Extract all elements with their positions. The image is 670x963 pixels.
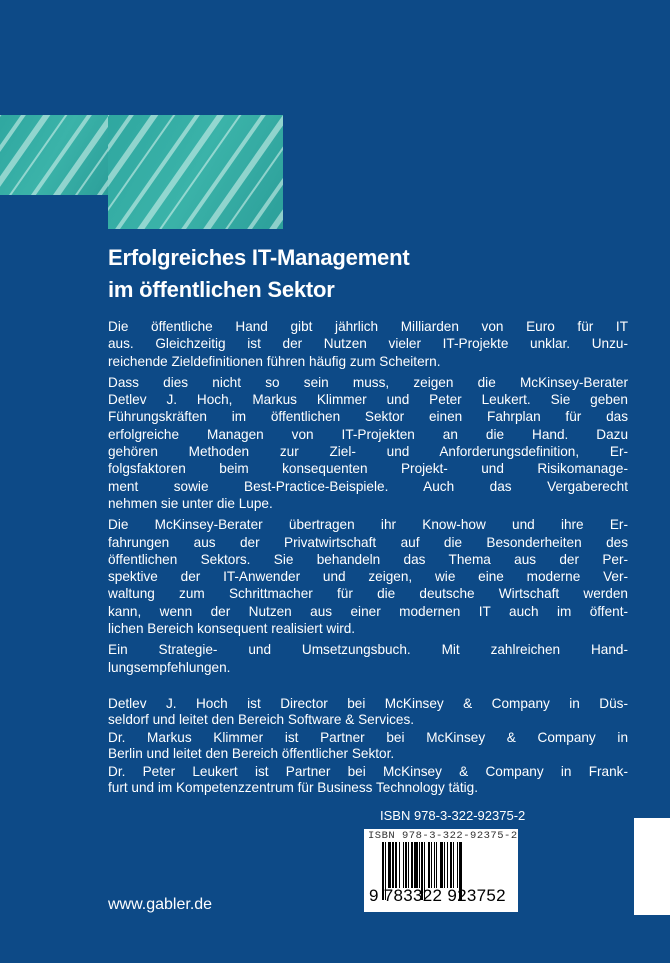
author-bio — [108, 730, 628, 763]
paragraph — [108, 374, 628, 512]
text-line: nehmen sie unter die Lupe. — [108, 495, 273, 511]
text-line: Führungskräften im öffentlichen Sektor einen Fahrplan für das — [108, 409, 628, 425]
text-line: furt und im Kompetenzzentrum für Business Technology tätig. — [108, 780, 478, 796]
text-line: seldorf und leitet den Bereich Software & Services. — [108, 712, 415, 728]
text-line: Dr. Markus Klimmer ist Partner bei McKinsey & Company in — [108, 729, 628, 745]
text-line: ment sowie Best-Practice-Beispiele. Auch das Vergaberecht — [108, 478, 628, 494]
text-line: reichende Zieldefinitionen führen häufig zum Scheitern. — [108, 353, 441, 369]
text-line: Die öffentliche Hand gibt jährlich Milliarden von Euro für IT — [108, 319, 628, 334]
text-line: folgsfaktoren beim konsequenten Projekt- und Risikomanage- — [108, 461, 628, 477]
white-tab — [634, 818, 670, 915]
text-line: lungsempfehlungen. — [108, 659, 231, 675]
publisher-url[interactable]: www.gabler.de — [108, 896, 213, 913]
text-line: Ein Strategie- und Umsetzungsbuch. Mit zahlreichen Hand- — [108, 642, 628, 658]
barcode — [364, 829, 518, 912]
barcode-isbn: ISBN 978-3-322-92375-2 — [368, 830, 518, 842]
text-line: kann, wenn der Nutzen aus einer modernen IT auch im öffent- — [108, 603, 628, 619]
text-line: lichen Bereich konsequent realisiert wird. — [108, 621, 356, 637]
text-line: aus. Gleichzeitig ist der Nutzen vieler IT-Projekte unklar. Unzu- — [108, 336, 628, 352]
text-line: spektive der IT-Anwender und zeigen, wie eine moderne Ver- — [108, 569, 628, 585]
text-line: erfolgreiche Managen von IT-Projekten an die Hand. Dazu — [108, 426, 628, 442]
text-line: gehören Methoden zur Ziel- und Anforderungsdefinition, Er- — [108, 444, 628, 460]
paragraph — [108, 641, 628, 676]
text-line: fahrungen aus der Privatwirtschaft auf die Besonderheiten des — [108, 534, 628, 550]
text-line: Detlev J. Hoch, Markus Klimmer und Peter Leukert. Sie geben — [108, 392, 628, 408]
cover-photo — [108, 115, 283, 229]
text-line: Detlev J. Hoch ist Director bei McKinsey & Company in Düs- — [108, 695, 628, 711]
text-line: öffentlichen Sektors. Sie behandeln das Thema aus der Per- — [108, 551, 628, 567]
title-line: Erfolgreiches IT-Management — [108, 245, 410, 270]
book-title — [108, 242, 409, 306]
barcode-number: 9 783322 923752 — [369, 886, 506, 905]
blurb — [108, 318, 628, 798]
author-bio — [108, 764, 628, 797]
text-line: Die McKinsey-Berater übertragen ihr Know-how und ihre Er- — [108, 517, 628, 533]
photo-stripe — [108, 115, 219, 229]
text-line: Dass dies nicht so sein muss, zeigen die McKinsey-Berater — [108, 374, 628, 390]
title-line: im öffentlichen Sektor — [108, 277, 335, 302]
isbn-text: ISBN 978-3-322-92375-2 — [380, 808, 526, 823]
paragraph — [108, 516, 628, 637]
cover-photo-left — [0, 115, 108, 195]
paragraph — [108, 318, 628, 370]
text-line: waltung zum Schrittmacher für die deutsche Wirtschaft werden — [108, 586, 628, 602]
author-bio — [108, 696, 628, 729]
text-line: Dr. Peter Leukert ist Partner bei McKinsey & Company in Frank- — [108, 763, 628, 779]
text-line: Berlin und leitet den Bereich öffentlicher Sektor. — [108, 746, 395, 762]
